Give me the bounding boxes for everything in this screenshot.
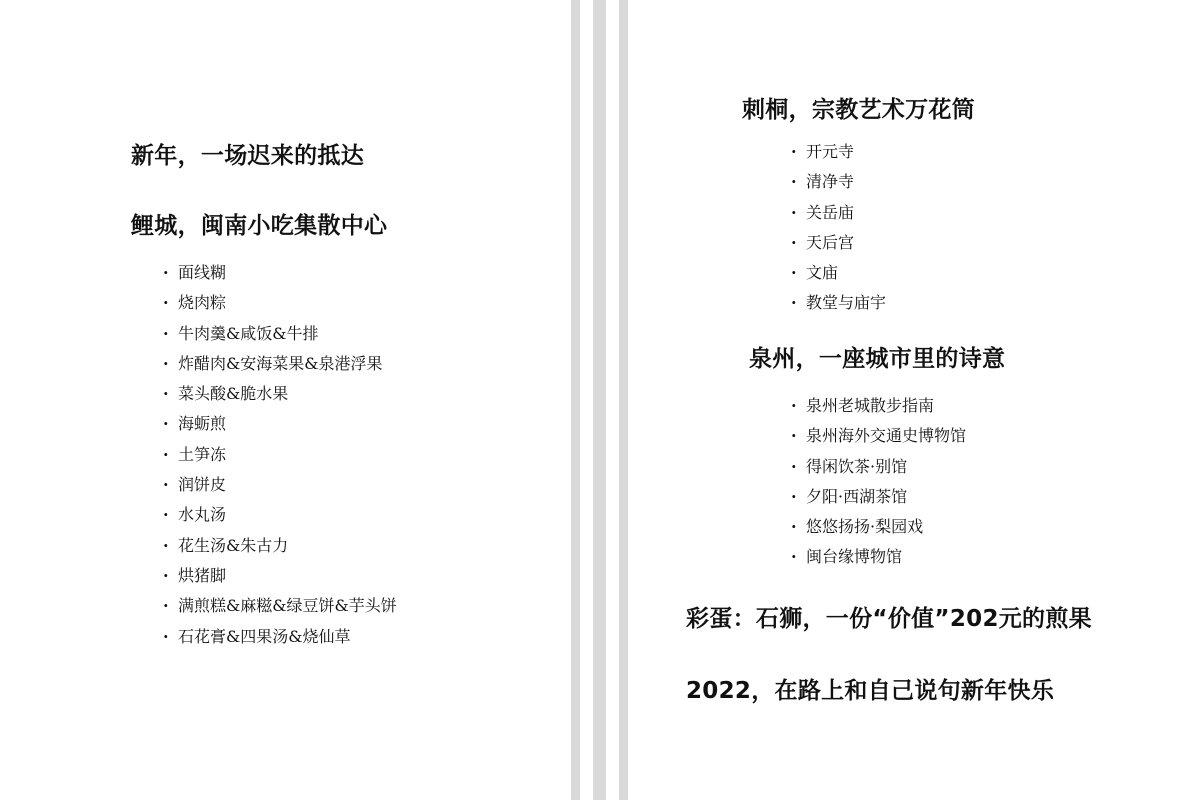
divider-stripe-3	[619, 0, 628, 800]
list-item-place[interactable]: · 泉州老城散步指南	[791, 391, 966, 421]
temple-list	[791, 137, 886, 319]
list-item-temple[interactable]: · 关岳庙	[791, 198, 886, 228]
section-heading-quanzhou-poetry[interactable]: 泉州，一座城市里的诗意	[749, 346, 1006, 372]
list-item-place[interactable]: · 夕阳·西湖茶馆	[791, 482, 966, 512]
divider-stripe-2	[593, 0, 606, 800]
list-item-place[interactable]: · 悠悠扬扬·梨园戏	[791, 512, 966, 542]
list-item-temple[interactable]: · 天后宫	[791, 228, 886, 258]
list-item-temple[interactable]: · 清净寺	[791, 167, 886, 197]
section-heading-licheng-snacks[interactable]: 鲤城，闽南小吃集散中心	[131, 213, 388, 239]
list-item-snack[interactable]: · 菜头酸&脆水果	[163, 379, 397, 409]
quanzhou-list	[791, 391, 966, 573]
list-item-snack[interactable]: · 炸醋肉&安海菜果&泉港浮果	[163, 349, 397, 379]
list-item-snack[interactable]: · 水丸汤	[163, 500, 397, 530]
list-item-snack[interactable]: · 土笋冻	[163, 440, 397, 470]
divider-stripe-1	[571, 0, 580, 800]
section-heading-citong-religion[interactable]: 刺桐，宗教艺术万花筒	[742, 97, 975, 123]
list-item-snack[interactable]: · 润饼皮	[163, 470, 397, 500]
list-item-snack[interactable]: · 花生汤&朱古力	[163, 531, 397, 561]
snack-list	[163, 258, 397, 652]
section-heading-easter-egg[interactable]: 彩蛋：石狮，一份“价值”202元的煎果	[686, 606, 1092, 632]
section-heading-new-year-2022[interactable]: 2022，在路上和自己说句新年快乐	[686, 678, 1055, 704]
list-item-snack[interactable]: · 海蛎煎	[163, 409, 397, 439]
list-item-temple[interactable]: · 文庙	[791, 258, 886, 288]
list-item-snack[interactable]: · 面线糊	[163, 258, 397, 288]
list-item-place[interactable]: · 得闲饮茶·别馆	[791, 452, 966, 482]
section-heading-new-year[interactable]: 新年，一场迟来的抵达	[131, 143, 364, 169]
list-item-snack[interactable]: · 满煎糕&麻糍&绿豆饼&芋头饼	[163, 591, 397, 621]
list-item-snack[interactable]: · 牛肉羹&咸饭&牛排	[163, 319, 397, 349]
list-item-temple[interactable]: · 教堂与庙宇	[791, 288, 886, 318]
list-item-place[interactable]: · 泉州海外交通史博物馆	[791, 421, 966, 451]
list-item-snack[interactable]: · 烧肉粽	[163, 288, 397, 318]
list-item-snack[interactable]: · 石花膏&四果汤&烧仙草	[163, 622, 397, 652]
list-item-snack[interactable]: · 烘猪脚	[163, 561, 397, 591]
list-item-temple[interactable]: · 开元寺	[791, 137, 886, 167]
list-item-place[interactable]: · 闽台缘博物馆	[791, 542, 966, 572]
